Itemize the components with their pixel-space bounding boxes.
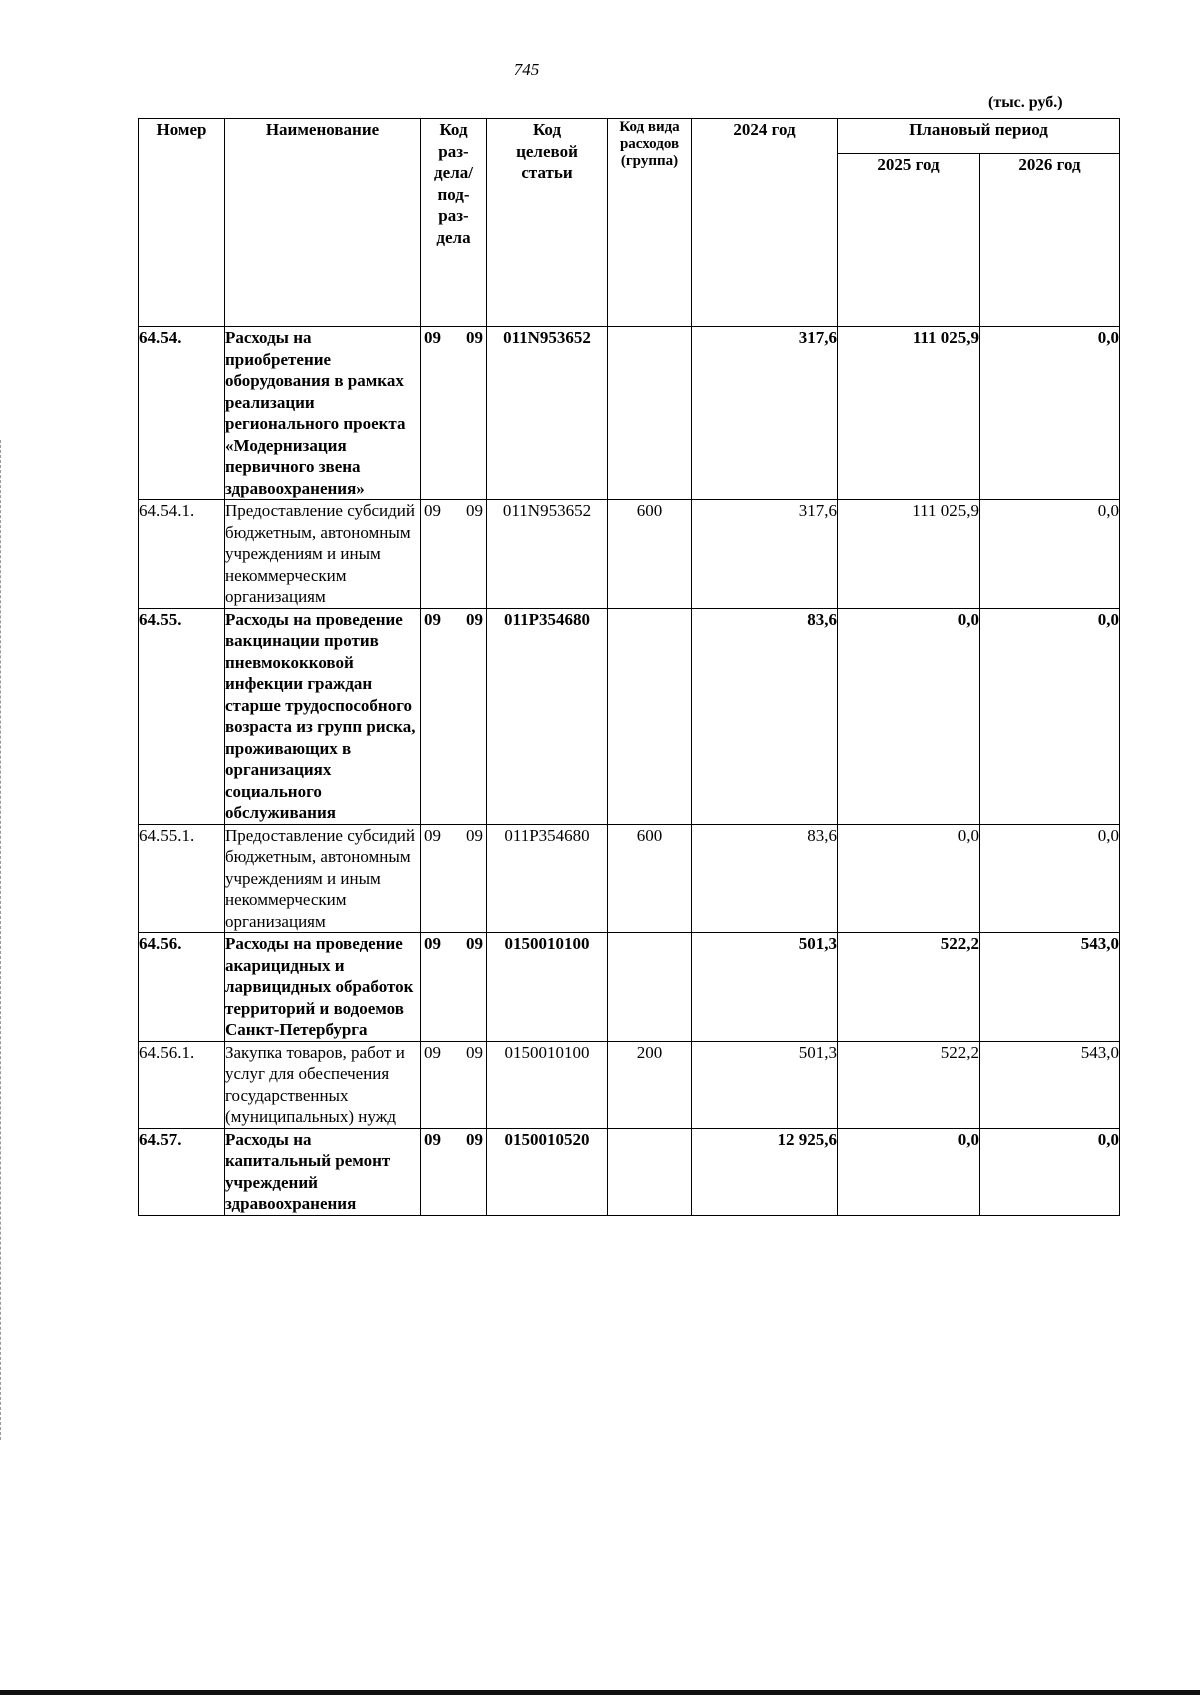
row-article: 011P354680 <box>487 824 608 933</box>
header-expense-type: Код вида расходов (группа) <box>608 119 692 327</box>
row-section: 09 <box>424 934 441 953</box>
units-label: (тыс. руб.) <box>988 94 1063 111</box>
row-name: Расходы на капитальный ремонт учреждений здравоохранения <box>225 1128 421 1215</box>
row-2024: 501,3 <box>692 1041 838 1128</box>
row-section-code <box>421 824 487 933</box>
row-article: 011N953652 <box>487 500 608 609</box>
row-name: Закупка товаров, работ и услуг для обеспечения государственных (муниципальных) нужд <box>225 1041 421 1128</box>
row-2026: 0,0 <box>980 500 1120 609</box>
row-number: 64.56. <box>139 933 225 1042</box>
row-article: 0150010100 <box>487 933 608 1042</box>
row-group <box>608 608 692 824</box>
header-year-2026: 2026 год <box>980 154 1120 327</box>
row-2025: 111 025,9 <box>838 500 980 609</box>
row-number: 64.54.1. <box>139 500 225 609</box>
row-2024: 501,3 <box>692 933 838 1042</box>
table-row <box>139 500 1120 609</box>
row-2026: 543,0 <box>980 1041 1120 1128</box>
row-2024: 317,6 <box>692 500 838 609</box>
row-subsection: 09 <box>466 328 483 347</box>
row-2024: 83,6 <box>692 608 838 824</box>
row-2025: 0,0 <box>838 1128 980 1215</box>
row-subsection: 09 <box>466 825 483 845</box>
row-article: 011N953652 <box>487 327 608 500</box>
table-row <box>139 933 1120 1042</box>
row-section: 09 <box>424 501 441 520</box>
row-section: 09 <box>424 825 441 845</box>
row-group <box>608 933 692 1042</box>
row-2024: 317,6 <box>692 327 838 500</box>
row-subsection: 09 <box>466 1042 483 1062</box>
row-name: Предоставление субсидий бюджетным, автономным учреждениям и иным некоммерческим организациям <box>225 824 421 933</box>
header-section-code-text: Код раз-дела/ под-раз-дела <box>434 120 473 247</box>
row-number: 64.55.1. <box>139 824 225 933</box>
row-name: Предоставление субсидий бюджетным, автономным учреждениям и иным некоммерческим организациям <box>225 500 421 609</box>
table-row <box>139 608 1120 824</box>
row-subsection: 09 <box>466 934 483 953</box>
row-group: 200 <box>608 1041 692 1128</box>
row-2025: 111 025,9 <box>838 327 980 500</box>
header-row <box>139 119 1120 154</box>
row-2026: 0,0 <box>980 608 1120 824</box>
row-2024: 83,6 <box>692 824 838 933</box>
row-2026: 543,0 <box>980 933 1120 1042</box>
row-2026: 0,0 <box>980 824 1120 933</box>
row-number: 64.54. <box>139 327 225 500</box>
row-number: 64.56.1. <box>139 1041 225 1128</box>
row-section: 09 <box>424 328 441 347</box>
row-section-code <box>421 327 487 500</box>
row-2025: 0,0 <box>838 608 980 824</box>
row-group: 600 <box>608 500 692 609</box>
row-article: 0150010100 <box>487 1041 608 1128</box>
table-row <box>139 1041 1120 1128</box>
header-planned-period: Плановый период <box>838 119 1120 154</box>
table-row <box>139 1128 1120 1215</box>
scan-edge-marks <box>0 440 5 1440</box>
row-section-code <box>421 500 487 609</box>
header-section-code <box>421 119 487 327</box>
row-group <box>608 1128 692 1215</box>
row-subsection: 09 <box>466 501 483 520</box>
row-2024: 12 925,6 <box>692 1128 838 1215</box>
header-name: Наименование <box>225 119 421 327</box>
row-number: 64.57. <box>139 1128 225 1215</box>
row-section-code <box>421 1128 487 1215</box>
row-2026: 0,0 <box>980 1128 1120 1215</box>
row-subsection: 09 <box>466 609 483 629</box>
row-section: 09 <box>424 609 441 629</box>
row-section-code <box>421 608 487 824</box>
budget-table <box>138 118 1120 1216</box>
header-year-2024: 2024 год <box>692 119 838 327</box>
row-name: Расходы на проведение акарицидных и ларвицидных обработок территорий и водоемов Санкт-Петербурга <box>225 933 421 1042</box>
scan-bottom-edge <box>0 1690 1200 1695</box>
header-article-code <box>487 119 608 327</box>
row-number: 64.55. <box>139 608 225 824</box>
row-2025: 522,2 <box>838 933 980 1042</box>
row-group <box>608 327 692 500</box>
row-2025: 0,0 <box>838 824 980 933</box>
row-section-code <box>421 933 487 1042</box>
table-body <box>139 327 1120 1216</box>
row-name: Расходы на проведение вакцинации против пневмококковой инфекции граждан старше трудоспособного возраста из групп риска, проживающих в организациях социального обслуживания <box>225 608 421 824</box>
table-row <box>139 327 1120 500</box>
header-year-2025: 2025 год <box>838 154 980 327</box>
row-section-code <box>421 1041 487 1128</box>
page-number: 745 <box>513 60 540 79</box>
header-number: Номер <box>139 119 225 327</box>
row-group: 600 <box>608 824 692 933</box>
row-name: Расходы на приобретение оборудования в рамках реализации регионального проекта «Модернизация первичного звена здравоохранения» <box>225 327 421 500</box>
row-2025: 522,2 <box>838 1041 980 1128</box>
table-row <box>139 824 1120 933</box>
row-article: 0150010520 <box>487 1128 608 1215</box>
row-section: 09 <box>424 1129 441 1149</box>
header-article-code-text: Код целевой статьи <box>516 120 578 182</box>
row-article: 011P354680 <box>487 608 608 824</box>
row-subsection: 09 <box>466 1129 483 1149</box>
row-2026: 0,0 <box>980 327 1120 500</box>
row-section: 09 <box>424 1042 441 1062</box>
